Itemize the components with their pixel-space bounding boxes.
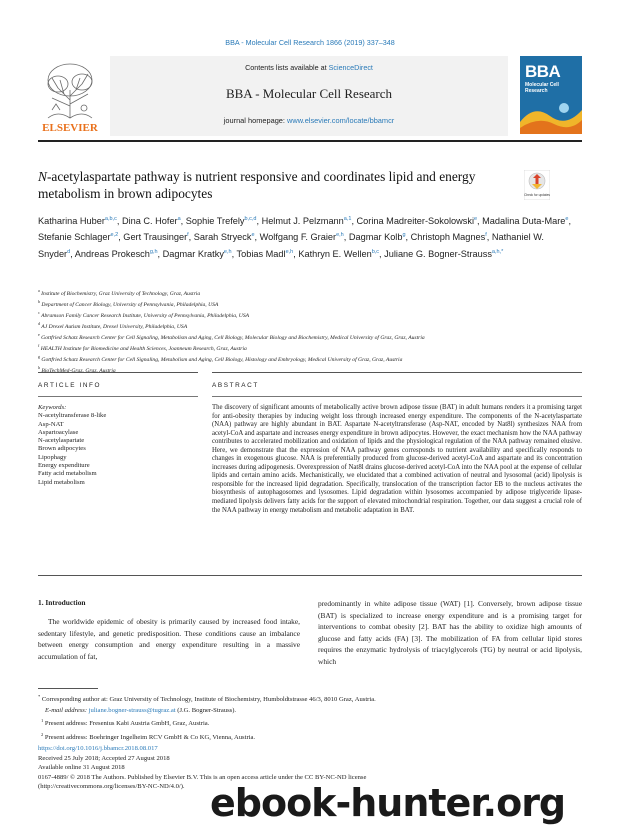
author-affiliation-marker[interactable]: b,c,d — [244, 216, 257, 222]
header-rule — [38, 140, 582, 142]
author-name[interactable]: Gert Trausinger — [123, 232, 188, 243]
contents-prefix: Contents lists available at — [245, 63, 329, 72]
abstract-subrule — [212, 396, 582, 397]
author-name[interactable]: Katharina Huber — [38, 216, 105, 227]
received-dates: Received 25 July 2018; Accepted 27 August 2018 — [38, 754, 170, 762]
author-name[interactable]: Helmut J. Pelzmann — [261, 216, 344, 227]
introduction-column-right: predominantly in white adipose tissue (WAT) [1]. Conversely, brown adipose tissue (BAT) is specialized to increase energy expenditure and is a promising target for interventions to combat obesity [2]. BAT has the ability to oxidize high amounts of glucose and fatty acids (FA) [3]. The mobilization of FA from cellular lipid stores requires the enzymatic hydrolysis of triacylglycerols (TG) by neutral or acid lipolysis, which — [318, 599, 582, 666]
affiliation-item: $^g$ Gottfried Schatz Research Center for Cell Signaling, Metabolism and Aging, Cell Biology, Histology and Embryology, Medical University of Graz, Graz, Austria — [38, 353, 403, 363]
author-affiliation-marker[interactable]: e,h — [285, 248, 294, 255]
footnote-email — [38, 706, 582, 717]
journal-citation-header[interactable]: BBA - Molecular Cell Research 1866 (2019) 337–348 — [225, 38, 395, 47]
author-list: Katharina Huber$^{a,b,c}$, Dina C. Hofer$^a$, Sophie Trefely$^{b,c,d}$, Helmut J. Pelzmann$^{a,1}$, Corina Madreiter-Sokolowski$^e$, Madalina Duta-Mare$^e$, Stefanie Schlager$^{e,2}$, Gert Trausinger$^f$, Sarah Stryeck$^e$, Wolfgang F. Graier$^{e,h}$, Dagmar Kolb$^g$, Christoph Magnes$^f$, Nathaniel W. Snyder$^d$, Andreas Prokesch$^{g,h}$, Dagmar Kratky$^{e,h}$, Tobias Madl$^{e,h}$, Kathryn E. Wellen$^{b,c}$, Juliane G. Bogner-Strauss$^{a,h,*}$ — [38, 216, 572, 259]
email-link[interactable]: juliane.bogner-strauss@tugraz.at — [88, 706, 176, 714]
homepage-link[interactable]: www.elsevier.com/locate/bbamcr — [287, 116, 395, 125]
introduction-heading: 1. Introduction — [38, 598, 86, 607]
author-name[interactable]: Kathryn E. Wellen — [298, 248, 372, 259]
sciencedirect-link[interactable]: ScienceDirect — [328, 63, 373, 72]
affiliation-list — [38, 287, 582, 375]
author-affiliation-marker[interactable]: e,2 — [110, 232, 119, 239]
author-name[interactable]: Tobias Madl — [236, 248, 286, 259]
introduction-column-left — [38, 616, 300, 662]
title-italic-n: N — [38, 169, 47, 184]
author-name[interactable]: Juliane G. Bogner-Strauss — [384, 248, 492, 259]
keyword-item: Brown adipocytes — [38, 445, 86, 453]
abstract-text: The discovery of significant amounts of metabolically active brown adipose tissue (BAT) in adult humans renders it a promising target for anti-obesity therapies by inducing weight loss through increased energy expenditure. The components of the N-acetylaspartate (NAA) pathway are highly abundant in BAT. Aspartate N-acetyltransferase (Asp-NAT, encoded by Nat8l) synthesizes NAA from acetyl-CoA and aspartate and increases energy expenditure in brown adipocytes. However, the exact mechanism how the NAA pathway contributes to accelerated mobilization and oxidation of lipids and the physiological regulation of the NAA pathway remained elusive. Here, we demonstrate that the expression of NAA pathway genes corresponds to nutrient availability and specifically responds to changes in exogenous glucose. NAA is preferentially produced from glucose-derived acetyl-CoA and aspartate and its concentration increases during adipogenesis. Overexpression of Nat8l drains glucose-derived acetyl-CoA into the NAA pool at the expense of cellular lipids and certain amino acids. Mechanistically, we elucidated that a combined activation of neutral and lysosomal (acid) lipolysis is responsible for the increased lipid degradation. Specifically, translocation of the transcription factor EB to the nucleus activates the biosynthesis of autophagosomes and lysosomes. Lipid degradation within lysosomes accompanied by adipose triglyceride lipase-mediated lipolysis delivers fatty acids for the support of elevated mitochondrial respiration. Together, our data suggest a crucial role of the NAA pathway in energy metabolism and metabolic adaptation in BAT. — [212, 404, 582, 514]
article-info-rule — [38, 372, 198, 373]
affiliation-item: $^c$ Abramson Family Cancer Research Institute, University of Pennsylvania, Philadelphia, USA — [38, 309, 250, 319]
footnotes — [38, 692, 582, 744]
keywords-block — [38, 404, 198, 487]
article-info-subrule — [38, 396, 198, 397]
footnote-2: $^2$ Present address: Boehringer Ingelheim RCV GmbH & Co KG, Vienna, Austria. — [41, 731, 256, 742]
license-line-1: 0167-4889/ © 2018 The Authors. Published by Elsevier B.V. This is an open access article under the CC BY-NC-ND license — [38, 773, 367, 781]
corresponding-author-text: Corresponding author at: Graz University of Technology, Institute of Biochemistry, Humboldtstrasse 46/3, 8010 Graz, Austria. — [41, 696, 376, 704]
journal-cover[interactable] — [520, 56, 582, 134]
author-affiliation-marker[interactable]: a — [177, 216, 181, 222]
watermark: ebook-hunter.org — [210, 781, 566, 825]
cover-title: BBA — [525, 62, 561, 81]
cover-artwork — [520, 96, 582, 134]
homepage-prefix: journal homepage: — [223, 116, 288, 125]
footnote-rule — [38, 688, 98, 689]
email-label: E-mail address: — [45, 706, 89, 714]
author-affiliation-marker[interactable]: b,c — [371, 248, 380, 255]
license-line-2: (http://creativecommons.org/licenses/BY-NC-ND/4.0/). — [38, 783, 185, 790]
keywords-list — [38, 412, 198, 487]
check-for-updates-label: Check for updates — [524, 193, 550, 197]
abstract-heading: ABSTRACT — [212, 382, 259, 389]
author-affiliation-marker[interactable]: a,b,c — [104, 216, 117, 222]
keyword-item: Energy expenditure — [38, 462, 90, 470]
keyword-item: Lipophagy — [38, 453, 67, 461]
keyword-item: Asp-NAT — [38, 420, 64, 428]
check-for-updates-icon[interactable] — [524, 170, 550, 200]
keyword-item: Fatty acid metabolism — [38, 470, 97, 478]
keyword-item: Lipid metabolism — [38, 478, 85, 486]
author-name[interactable]: Nathaniel W. Snyder — [38, 232, 544, 259]
keywords-label: Keywords: — [38, 404, 67, 411]
author-name[interactable]: Wolfgang F. Graier — [259, 232, 337, 243]
footnote-corresponding: * Corresponding author at: Graz University of Technology, Institute of Biochemistry, Humboldtstrasse 46/3, 8010 Graz, Austria. — [38, 694, 376, 704]
author-affiliation-marker[interactable]: a,h,* — [491, 248, 504, 255]
elsevier-logo — [38, 60, 102, 134]
footnote-2-text: Present address: Boehringer Ingelheim RCV GmbH & Co KG, Vienna, Austria. — [44, 734, 256, 742]
article-info-heading: ARTICLE INFO — [38, 382, 102, 389]
author-affiliation-marker[interactable]: e — [473, 216, 478, 222]
author-affiliation-marker[interactable]: e — [565, 216, 569, 222]
author-affiliation-marker[interactable]: g,h — [149, 248, 158, 255]
author-name[interactable]: Stefanie Schlager — [38, 232, 111, 243]
affiliation-item: $^e$ Gottfried Schatz Research Center for Cell Signaling, Metabolism and Aging, Cell Biology, Molecular Biology and Biochemistry, Medical University of Graz, Graz, Austria — [38, 331, 425, 341]
author-name[interactable]: Dina C. Hofer — [121, 216, 178, 227]
author-affiliation-marker[interactable]: e,h — [223, 248, 232, 255]
contents-line — [110, 63, 508, 72]
available-date: Available online 31 August 2018 — [38, 764, 125, 771]
journal-name[interactable]: BBA - Molecular Cell Research — [225, 86, 393, 101]
author-affiliation-marker[interactable]: g — [402, 232, 406, 239]
affiliation-item: $^b$ Department of Cancer Biology, University of Pennsylvania, Philadelphia, USA — [38, 298, 219, 308]
author-name[interactable]: Andreas Prokesch — [74, 248, 150, 259]
affiliation-item: $^f$ HEALTH Institute for Biomedicine and Health Sciences, Joanneum Research, Graz, Austria — [38, 342, 247, 352]
intro-left-text: The worldwide epidemic of obesity is primarily caused by increased food intake, sedentary lifestyle, and genetic predisposition. These conditions cause an imbalance between energy consumption and energy expenditure resulting in a massive accumulation of fat, — [38, 617, 300, 661]
author-affiliation-marker[interactable]: e — [251, 232, 255, 239]
author-name[interactable]: Sophie Trefely — [185, 216, 245, 227]
affiliation-item: $^a$ Institute of Biochemistry, Graz University of Technology, Graz, Austria — [38, 288, 201, 297]
keyword-item: Aspartoacylase — [38, 428, 79, 436]
affiliation-item: $^d$ AJ Drexel Autism Institute, Drexel University, Philadelphia, USA — [38, 320, 188, 330]
author-affiliation-marker[interactable]: e,h — [336, 232, 344, 239]
footnote-1-text: Present address: Fresenius Kabi Austria GmbH, Graz, Austria. — [44, 720, 210, 728]
author-affiliation-marker[interactable]: f — [485, 232, 487, 239]
author-name[interactable]: Christoph Magnes — [410, 232, 486, 243]
doi-link[interactable]: https://doi.org/10.1016/j.bbamcr.2018.08.017 — [38, 745, 158, 752]
article-title — [38, 168, 508, 202]
abstract-bottom-rule — [38, 575, 582, 576]
author-affiliation-marker[interactable]: f — [187, 232, 189, 239]
cover-subtitle: Molecular Cell Research — [525, 82, 559, 94]
author-affiliation-marker[interactable]: a,1 — [343, 216, 352, 222]
author-name[interactable]: Madalina Duta-Mare — [482, 216, 566, 227]
journal-banner — [110, 56, 508, 136]
author-affiliation-marker[interactable]: d — [67, 248, 71, 255]
abstract-rule — [212, 372, 582, 373]
email-suffix: (J.G. Bogner-Strauss). — [175, 706, 237, 714]
affiliation-item: $^h$ BioTechMed-Graz, Graz, Austria — [38, 364, 116, 374]
keyword-item: N-acetylaspartate — [38, 437, 85, 445]
elsevier-wordmark: ELSEVIER — [42, 122, 98, 134]
keyword-item: N-acetyltransferase 8-like — [38, 412, 107, 420]
journal-homepage-line — [110, 116, 508, 125]
author-name[interactable]: Sarah Stryeck — [193, 232, 252, 243]
author-name[interactable]: Dagmar Kratky — [162, 248, 224, 259]
journal-header — [38, 56, 582, 136]
footnote-1: $^1$ Present address: Fresenius Kabi Austria GmbH, Graz, Austria. — [41, 718, 210, 728]
author-name[interactable]: Dagmar Kolb — [348, 232, 403, 243]
author-name[interactable]: Corina Madreiter-Sokolowski — [356, 216, 474, 227]
title-text: -acetylaspartate pathway is nutrient responsive and coordinates lipid and energy metabolism in brown adipocytes — [38, 169, 476, 201]
